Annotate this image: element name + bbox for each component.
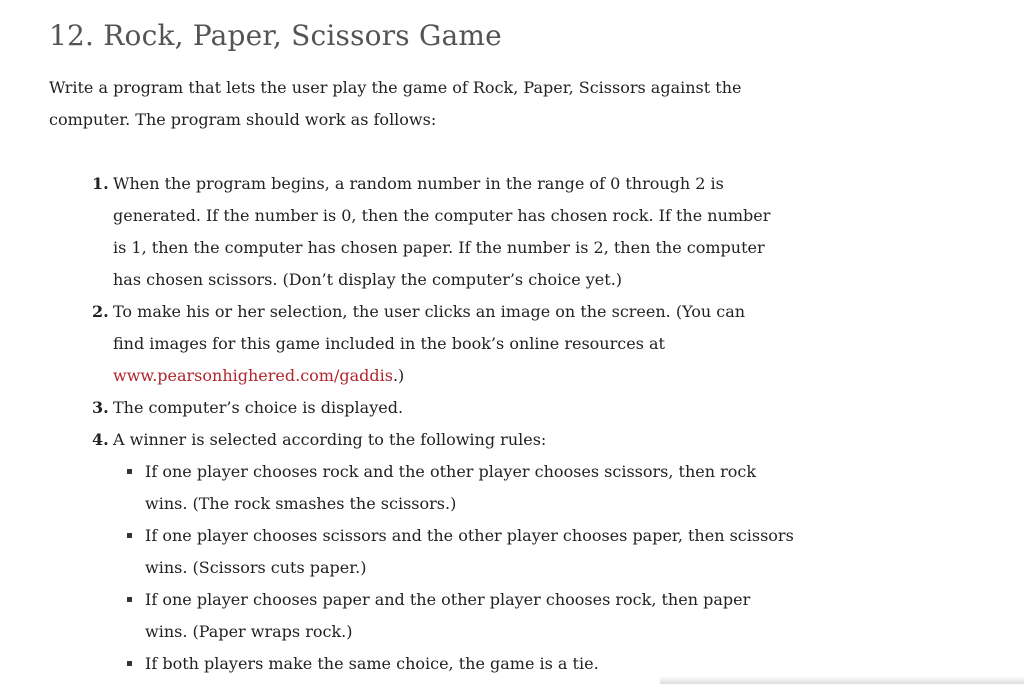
step-number: 3. — [92, 398, 109, 417]
intro-paragraph: Write a program that lets the user play the game of Rock, Paper, Scissors against the computer. The program should work as follows: — [49, 78, 742, 129]
step-text: To make his or her selection, the user clicks an image on the screen. (You can find images for this game included in the book’s online resources at — [113, 302, 746, 353]
steps-list — [92, 168, 794, 680]
step-number: 2. — [92, 302, 109, 321]
step-item — [92, 168, 772, 296]
step-text-tail: .) — [392, 366, 405, 385]
rule-text: If one player chooses scissors and the other player chooses paper, then scissors wins. (Scissors cuts paper.) — [145, 526, 794, 577]
rule-item — [145, 520, 795, 584]
step-number: 1. — [92, 174, 109, 193]
rule-text: If one player chooses paper and the other player chooses rock, then paper wins. (Paper wraps rock.) — [145, 590, 751, 641]
rule-text: If one player chooses rock and the other player chooses scissors, then rock wins. (The rock smashes the scissors.) — [145, 462, 757, 513]
square-bullet-icon — [127, 469, 132, 474]
rule-item — [145, 456, 795, 520]
rule-text: If both players make the same choice, the game is a tie. — [145, 654, 599, 673]
step-text: A winner is selected according to the following rules: — [113, 430, 547, 449]
step-item — [92, 392, 772, 424]
rule-item — [145, 584, 795, 648]
step-text: When the program begins, a random number in the range of 0 through 2 is generated. If the number is 0, then the computer has chosen rock. If the number is 1, then the computer has chosen paper. If the number is 2, then the computer has chosen scissors. (Don’t display the computer’s choice yet.) — [113, 174, 771, 289]
page-edge-shadow — [660, 676, 1024, 684]
step-item — [92, 296, 772, 392]
rules-list — [113, 456, 794, 680]
square-bullet-icon — [127, 661, 132, 666]
step-item — [92, 424, 794, 680]
step-number: 4. — [92, 430, 109, 449]
resource-link[interactable]: www.pearsonhighered.com/gaddis — [113, 366, 393, 385]
page-title: 12. Rock, Paper, Scissors Game — [49, 19, 502, 52]
step-text: The computer’s choice is displayed. — [113, 398, 404, 417]
square-bullet-icon — [127, 597, 132, 602]
square-bullet-icon — [127, 533, 132, 538]
